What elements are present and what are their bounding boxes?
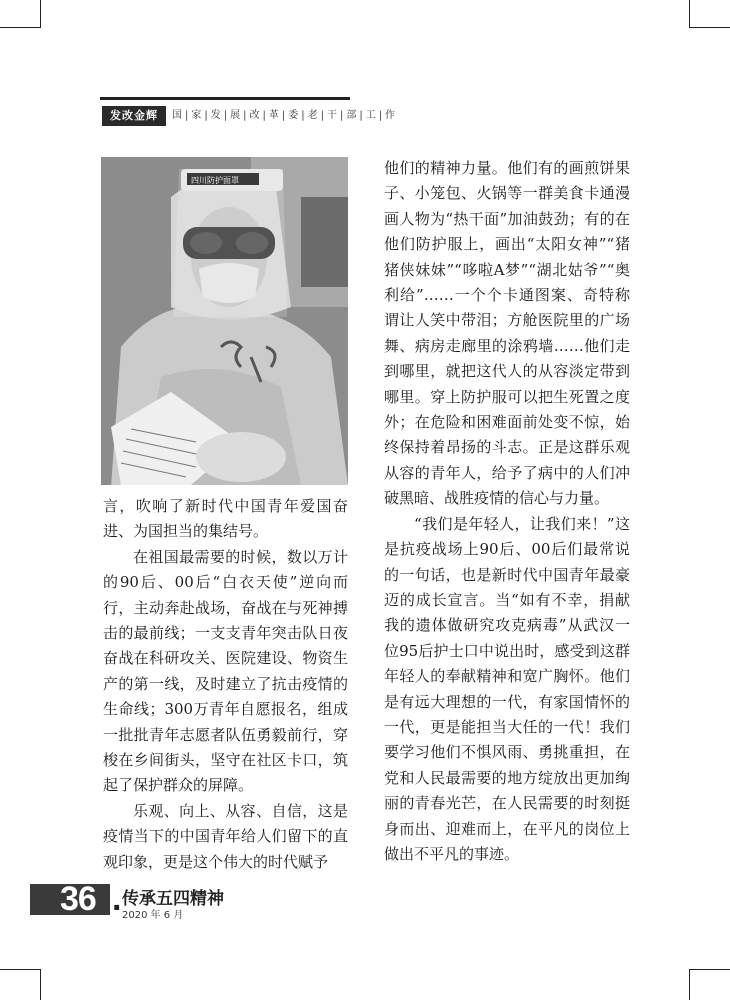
header-rule — [100, 97, 350, 100]
crop-mark-top-right — [690, 27, 730, 28]
paragraph: “我们是年轻人，让我们来！”这是抗疫战场上90后、00后们最常说的一句话，也是新时代中国青年最豪迈的成长宣言。当“如有不幸，捐献我的遗体做研究攻克病毒”从武汉一位95后护士口中说出时，感受到这群年轻人的奉献精神和宽广胸怀。他们是有远大理想的一代，有家国情怀的一代，更是能担当大任的一代！我们要学习他们不惧风雨、勇挑重担，在党和人民最需要的地方绽放出更加绚丽的青春光芒，在人民需要的时刻挺身而出、迎难而上，在平凡的岗位上做出不平凡的事迹。 — [384, 514, 630, 863]
shield-label: 四川防护面罩 — [191, 176, 239, 185]
crop-mark-bottom-right-v — [689, 969, 690, 1000]
right-column — [384, 156, 630, 867]
medical-worker-illustration — [101, 157, 348, 485]
crop-mark-top-left-v — [40, 0, 41, 28]
crop-mark-bottom-left — [0, 969, 40, 970]
crop-mark-top-left — [0, 27, 40, 28]
paragraph: 言，吹响了新时代中国青年爱国奋进、为国担当的集结号。 — [103, 497, 348, 541]
column-tag: 发改金辉 — [102, 106, 166, 126]
magazine-title: 传承五四精神 — [122, 889, 224, 909]
left-column — [103, 494, 348, 875]
paragraph: 他们的精神力量。他们有的画煎饼果子、小笼包、火锅等一群美食卡通漫画人物为“热干面”加油鼓劲；有的在他们防护服上，画出“太阳女神”“猪猪侠妹妹”“哆啦A梦”“湖北姑爷”“奥利给”……一个个卡通图案、奇特称谓让人笑中带泪；方舱医院里的广场舞、病房走廊里的涂鸦墙……他们走到哪里，就把这代人的从容淡定带到哪里。穿上防护服可以把生死置之度外；在危险和困难面前处变不惊，始终保持着昂扬的斗志。正是这群乐观从容的青年人，给予了病中的人们冲破黑暗、战胜疫情的信心与力量。 — [384, 159, 630, 508]
page-number: 36 — [60, 880, 96, 918]
column-subtitle: 国|家|发|展|改|革|委|老|干|部|工|作 — [172, 110, 399, 121]
article-photo — [101, 157, 348, 485]
page-number-dot: . — [112, 880, 122, 918]
crop-mark-bottom-left-v — [40, 969, 41, 1000]
crop-mark-bottom-right — [690, 969, 730, 970]
paragraph: 在祖国最需要的时候，数以万计的90后、00后“白衣天使”逆向而行，主动奔赴战场，奋战在与死神搏击的最前线；一支支青年突击队日夜奋战在科研攻关、医院建设、物资生产的第一线，及时建立了抗击疫情的生命线；300万青年自愿报名，组成一批批青年志愿者队伍勇毅前行，穿梭在乡间街头，坚守在社区卡口，筑起了保护群众的屏障。 — [103, 547, 348, 795]
crop-mark-top-right-v — [689, 0, 690, 28]
section-header — [100, 97, 399, 127]
paragraph: 乐观、向上、从容、自信，这是疫情当下的中国青年给人们留下的直观印象，更是这个伟大的时代赋予 — [103, 801, 348, 871]
issue-date: 2020 年 6 月 — [122, 910, 184, 921]
